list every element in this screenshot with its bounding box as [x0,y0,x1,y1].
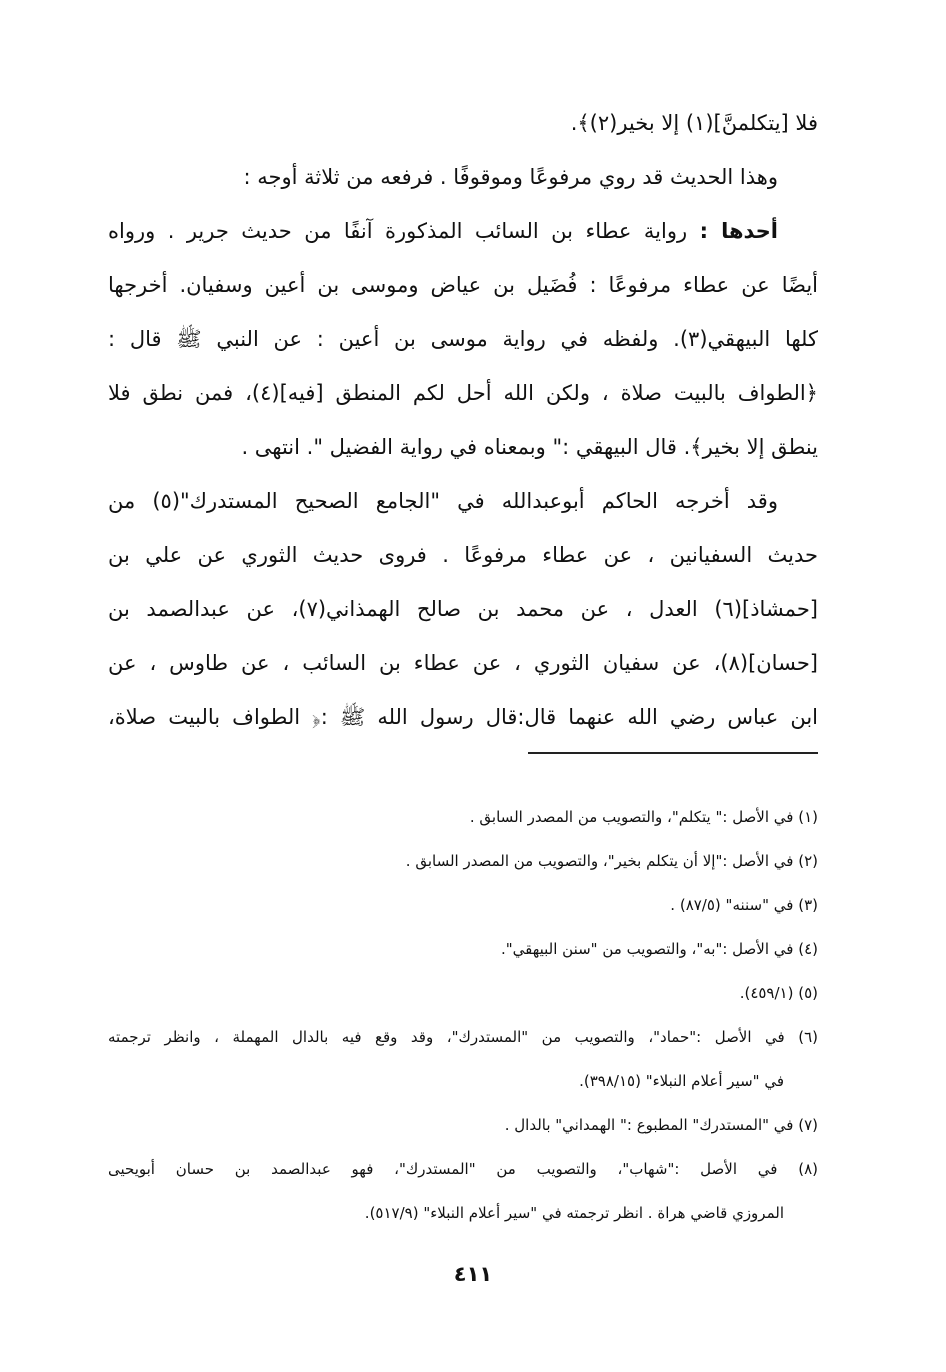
footnote-divider [528,752,818,754]
text-line: كلها البيهقي(٣). ولفظه في رواية موسى بن أعين : عن النبي ﷺ قال : [108,327,818,351]
footnote: (٢) في الأصل :"إلا أن يتكلم بخير"، والتصويب من المصدر السابق . [405,852,818,870]
text-line: حديث السفيانين ، عن عطاء مرفوعًا . فروى حديث الثوري عن علي بن [108,543,818,567]
text-line: وقد أخرجه الحاكم أبوعبدالله في "الجامع الصحيح المستدرك"(٥) من [108,489,778,513]
text-line: [حسان](٨)، عن سفيان الثوري ، عن عطاء بن السائب ، عن طاوس ، عن [108,651,818,675]
main-text [108,96,818,744]
footnote: (١) في الأصل :" يتكلم"، والتصويب من المصدر السابق . [469,808,818,826]
footnote: (٧) في "المستدرك" المطبوع :" الهمداني" بالدال . [504,1116,818,1134]
footnote-continuation: في "سير أعلام النبلاء" (٣٩٨/١٥). [579,1072,784,1090]
text-line [108,204,818,258]
text-line: ابن عباس رضي الله عنهما قال:قال رسول الله ﷺ :﴿ الطواف بالبيت صلاة، [108,705,818,729]
page-number: ٤١١ [453,1262,493,1286]
footnote: (٤) في الأصل :"به"، والتصويب من "سنن البيهقي". [500,940,818,958]
text-line: أيضًا عن عطاء مرفوعًا : فُضَيل بن عياض وموسى بن أعين وسفيان. أخرجها [108,273,818,297]
footnote: (٦) في الأصل :"حماد"، والتصويب من "المستدرك"، وقد وقع فيه بالدال المهملة ، وانظر ترجمته [108,1028,818,1046]
text-line: ﴿الطواف بالبيت صلاة ، ولكن الله أحل لكم المنطق [فيه](٤)، فمن نطق فلا [108,381,818,405]
text-line-content: رواية عطاء بن السائب المذكورة آنفًا من حديث جرير . ورواه [108,219,688,243]
first-method-label: أحدها : [699,219,778,243]
footnote: (٨) في الأصل :"شهاب"، والتصويب من "المستدرك"، فهو عبدالصمد بن حسان أبويحيى [108,1160,818,1178]
footnotes [108,795,818,1235]
text-line: وهذا الحديث قد روي مرفوعًا وموقوفًا . فرفعه من ثلاثة أوجه : [243,165,778,189]
footnote: (٥) (٤٥٩/١). [739,984,818,1002]
text-line: ينطق إلا بخير﴾. قال البيهقي :" وبمعناه في رواية الفضيل ". انتهى . [241,435,818,459]
text-line: فلا [يتكلمنَّ](١) إلا بخير(٢)﴾. [570,111,818,135]
text-line: [حمشاذ](٦) العدل ، عن محمد بن صالح الهمذاني(٧)، عن عبدالصمد بن [108,597,818,621]
footnote: (٣) في "سننه" (٨٧/٥) . [670,896,818,914]
footnote-continuation: المروزي قاضي هراة . انظر ترجمته في "سير أعلام النبلاء" (٥١٧/٩). [364,1204,784,1222]
